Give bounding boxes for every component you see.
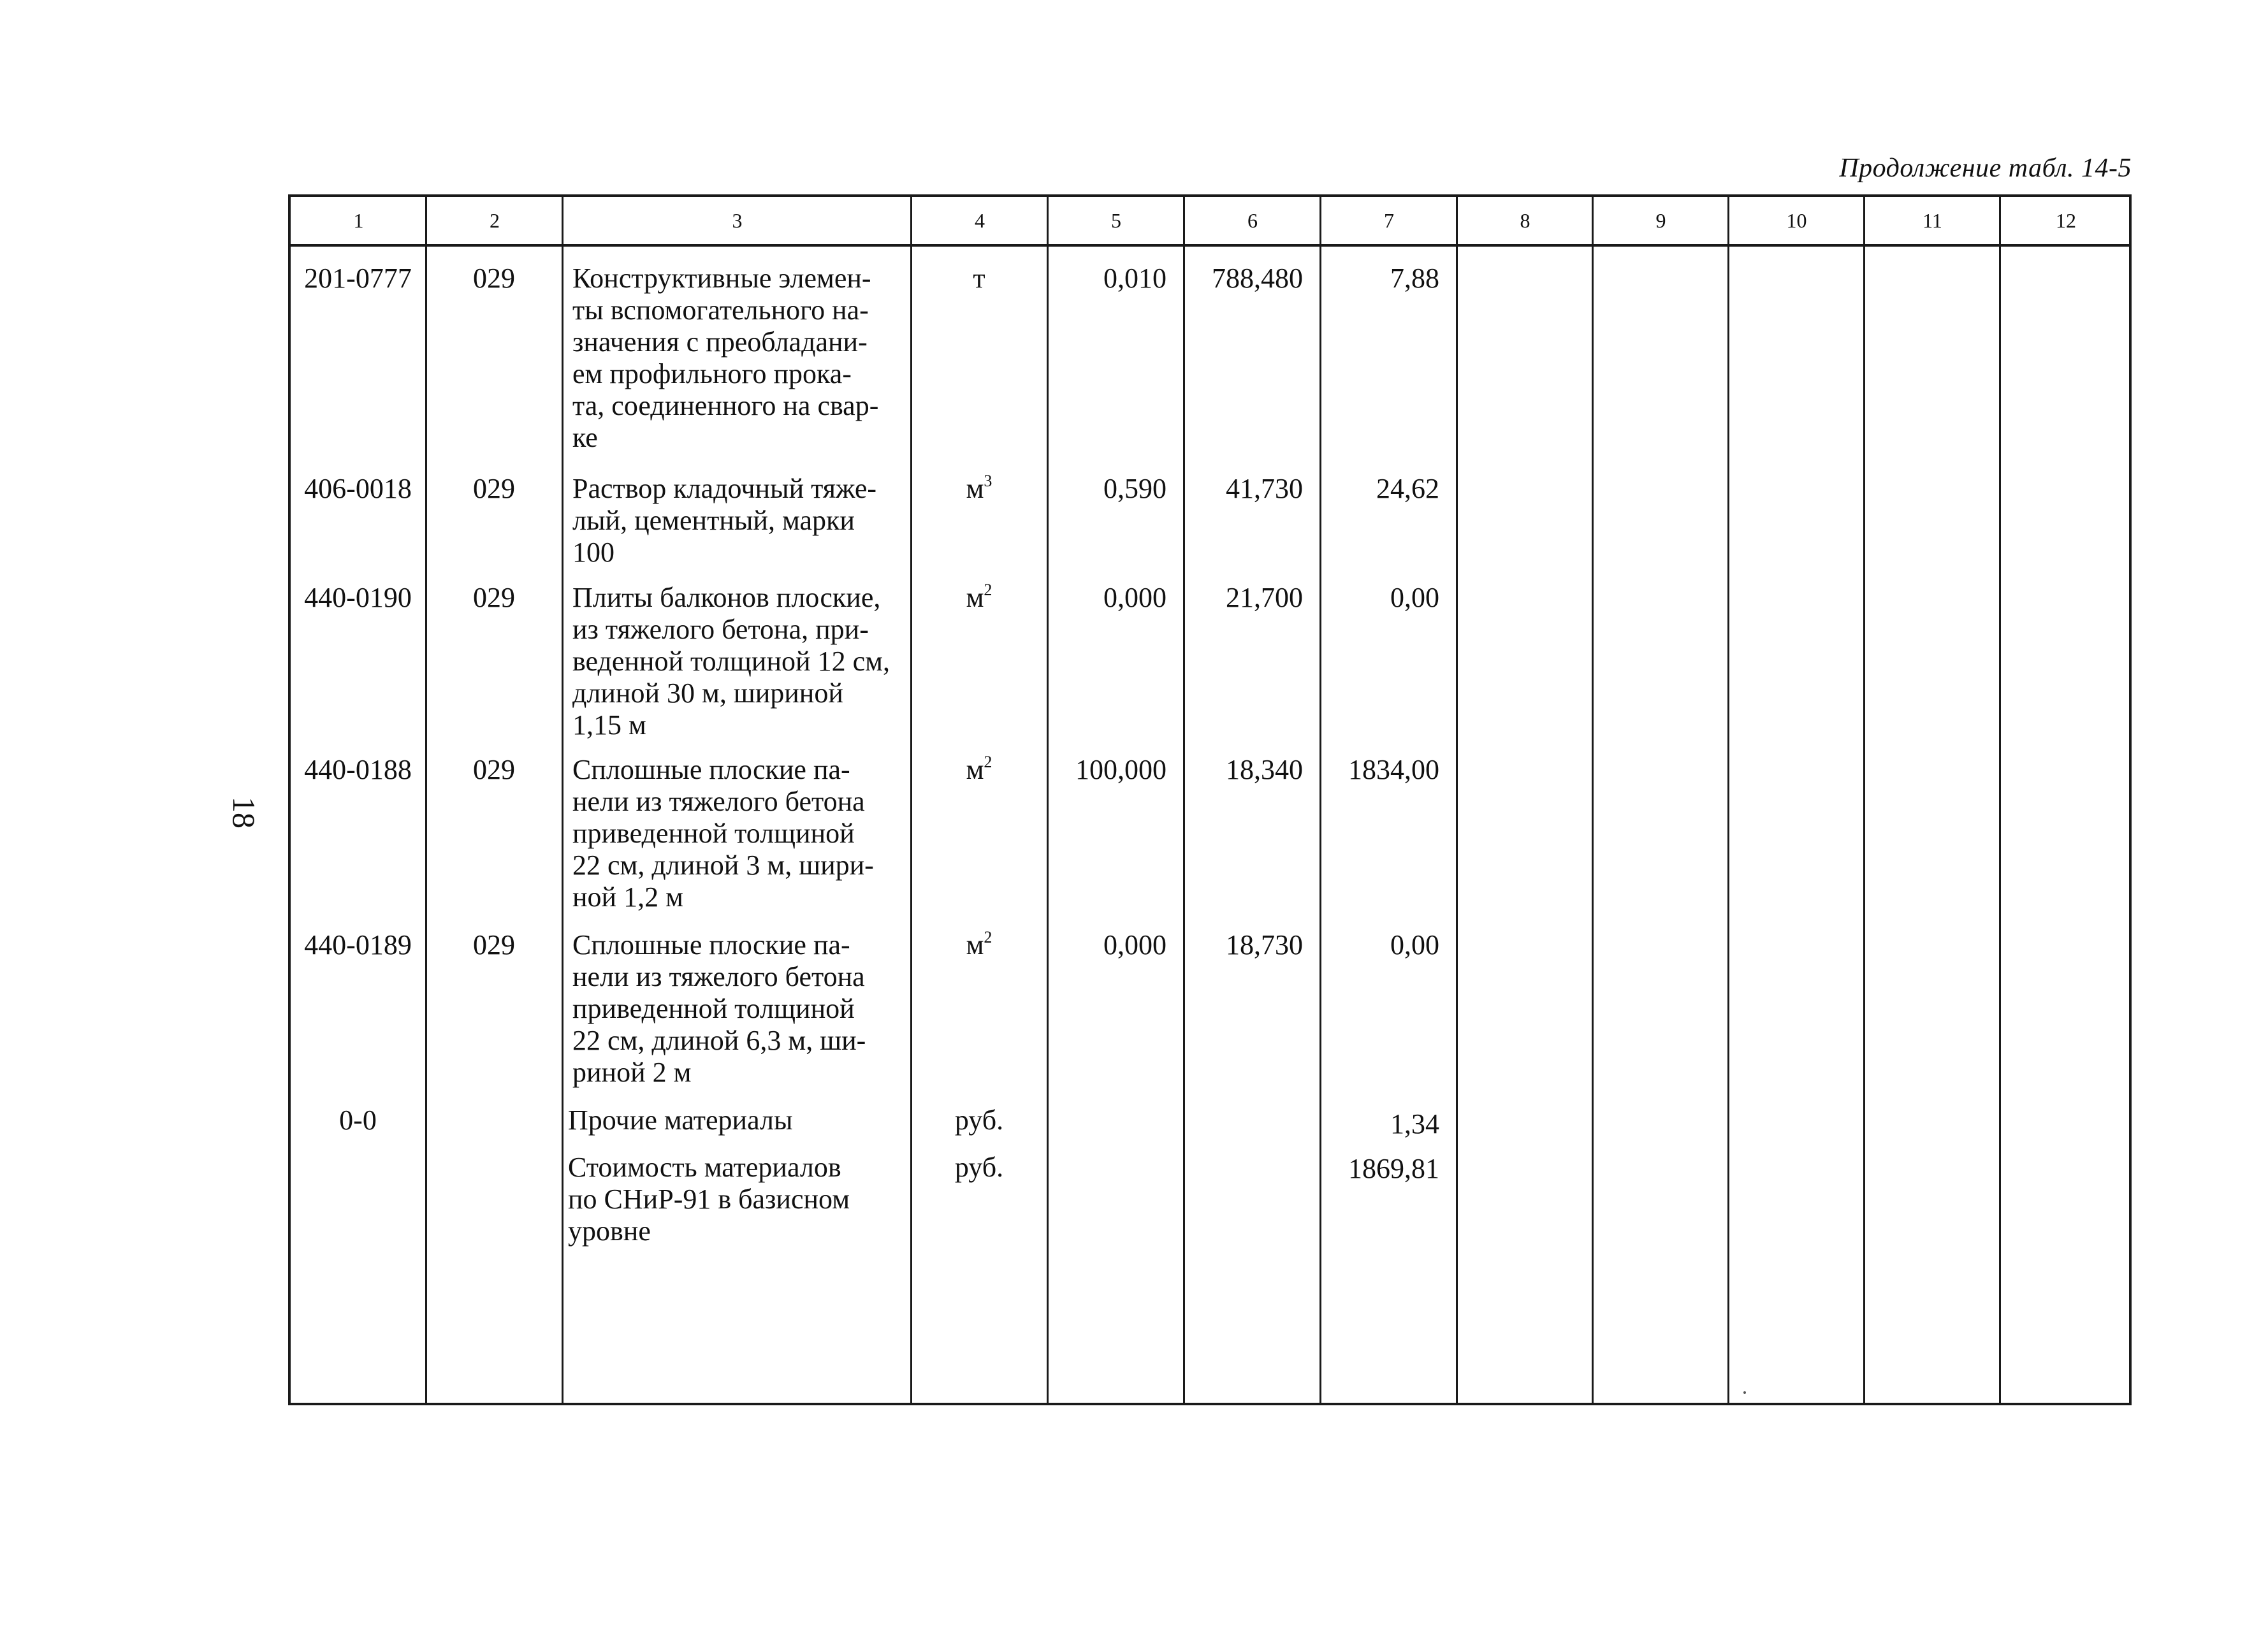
column-divider	[1456, 197, 1458, 1403]
description-line: по СНиР-91 в базисном	[568, 1184, 850, 1215]
description-line: ке	[572, 422, 598, 453]
table-header-row	[291, 197, 2129, 247]
scan-speck	[1743, 1391, 1746, 1394]
description-line: Стоимость материалов	[568, 1152, 841, 1183]
page-number: 18	[226, 797, 262, 829]
column-divider	[1319, 197, 1321, 1403]
row-unit: руб.	[954, 1152, 1004, 1183]
row-code: 440-0190	[304, 582, 412, 613]
row-col2: 029	[473, 582, 515, 613]
row-price: 21,700	[1226, 582, 1303, 613]
row-price: 788,480	[1212, 263, 1303, 294]
description-line: 22 см, длиной 6,3 м, ши-	[572, 1025, 866, 1056]
column-header-12: 12	[2056, 209, 2076, 232]
row-description	[572, 929, 900, 1089]
row-description	[572, 754, 900, 913]
row-col2: 029	[473, 263, 515, 294]
row-quantity: 100,000	[1075, 754, 1167, 785]
row-total: 1,34	[1390, 1108, 1439, 1140]
column-header-6: 6	[1247, 209, 1258, 232]
description-line: уровне	[568, 1215, 651, 1247]
description-line: нели из тяжелого бетона	[572, 961, 865, 992]
column-header-4: 4	[975, 209, 985, 232]
row-price: 18,730	[1226, 929, 1303, 960]
row-unit: $м^2$	[966, 581, 992, 613]
row-total: 1834,00	[1348, 754, 1439, 785]
row-col2: 029	[473, 754, 515, 785]
column-divider	[1047, 197, 1049, 1403]
row-quantity: 0,010	[1103, 263, 1167, 294]
row-code: 406-0018	[304, 473, 412, 504]
row-unit: $м^2$	[966, 753, 992, 785]
row-description	[572, 473, 900, 568]
row-unit: $м^2$	[966, 928, 992, 960]
description-line: Сплошные плоские па-	[572, 754, 850, 785]
description-line: 100	[572, 537, 614, 568]
row-code: 0-0	[339, 1104, 377, 1136]
column-divider	[1183, 197, 1185, 1403]
column-header-9: 9	[1655, 209, 1666, 232]
column-header-7: 7	[1384, 209, 1394, 232]
column-divider	[1727, 197, 1729, 1403]
column-divider	[910, 197, 912, 1403]
column-divider	[425, 197, 427, 1403]
row-description	[568, 1104, 900, 1136]
row-total: 0,00	[1390, 929, 1439, 960]
column-divider	[1592, 197, 1594, 1403]
description-line: нели из тяжелого бетона	[572, 786, 865, 817]
row-total: 24,62	[1376, 473, 1439, 504]
column-header-5: 5	[1111, 209, 1121, 232]
row-col2: 029	[473, 929, 515, 960]
description-line: веденной толщиной 12 см,	[572, 646, 890, 677]
description-line: ем профильного прока-	[572, 358, 852, 389]
description-line: приведенной толщиной	[572, 818, 855, 849]
description-line: Раствор кладочный тяже-	[572, 473, 877, 504]
description-line: значения с преобладани-	[572, 326, 868, 358]
column-header-11: 11	[1923, 209, 1942, 232]
row-code: 440-0188	[304, 754, 412, 785]
column-divider	[562, 197, 563, 1403]
row-quantity: 0,000	[1103, 929, 1167, 960]
column-divider	[1999, 197, 2001, 1403]
column-header-3: 3	[732, 209, 743, 232]
description-line: Прочие материалы	[568, 1104, 793, 1136]
column-header-2: 2	[490, 209, 500, 232]
description-line: та, соединенного на свар-	[572, 390, 879, 421]
row-description	[568, 1152, 900, 1247]
row-quantity: 0,000	[1103, 582, 1167, 613]
description-line: длиной 30 м, шириной	[572, 677, 843, 709]
description-line: риной 2 м	[572, 1057, 692, 1088]
row-unit: руб.	[954, 1104, 1004, 1136]
row-col2: 029	[473, 473, 515, 504]
row-total: 1869,81	[1348, 1153, 1439, 1184]
row-total: 7,88	[1390, 263, 1439, 294]
materials-table	[288, 194, 2132, 1405]
column-divider	[1863, 197, 1865, 1403]
table-caption: Продолжение табл. 14-5	[1839, 154, 2132, 183]
row-description	[572, 582, 900, 741]
row-code: 440-0189	[304, 929, 412, 960]
row-quantity: 0,590	[1103, 473, 1167, 504]
row-price: 41,730	[1226, 473, 1303, 504]
column-header-1: 1	[353, 209, 364, 232]
description-line: Конструктивные элемен-	[572, 263, 871, 294]
column-header-8: 8	[1520, 209, 1530, 232]
row-total: 0,00	[1390, 582, 1439, 613]
description-line: приведенной толщиной	[572, 993, 855, 1024]
description-line: Плиты балконов плоские,	[572, 582, 881, 613]
description-line: лый, цементный, марки	[572, 505, 855, 536]
row-description	[572, 263, 900, 454]
description-line: ты вспомогательного на-	[572, 294, 869, 326]
column-header-10: 10	[1786, 209, 1807, 232]
row-code: 201-0777	[304, 263, 412, 294]
row-unit: $м^3$	[966, 472, 992, 504]
description-line: Сплошные плоские па-	[572, 929, 850, 960]
description-line: ной 1,2 м	[572, 881, 683, 913]
description-line: из тяжелого бетона, при-	[572, 614, 869, 645]
description-line: 22 см, длиной 3 м, шири-	[572, 850, 874, 881]
row-price: 18,340	[1226, 754, 1303, 785]
description-line: 1,15 м	[572, 709, 646, 741]
row-unit: т	[973, 263, 985, 294]
